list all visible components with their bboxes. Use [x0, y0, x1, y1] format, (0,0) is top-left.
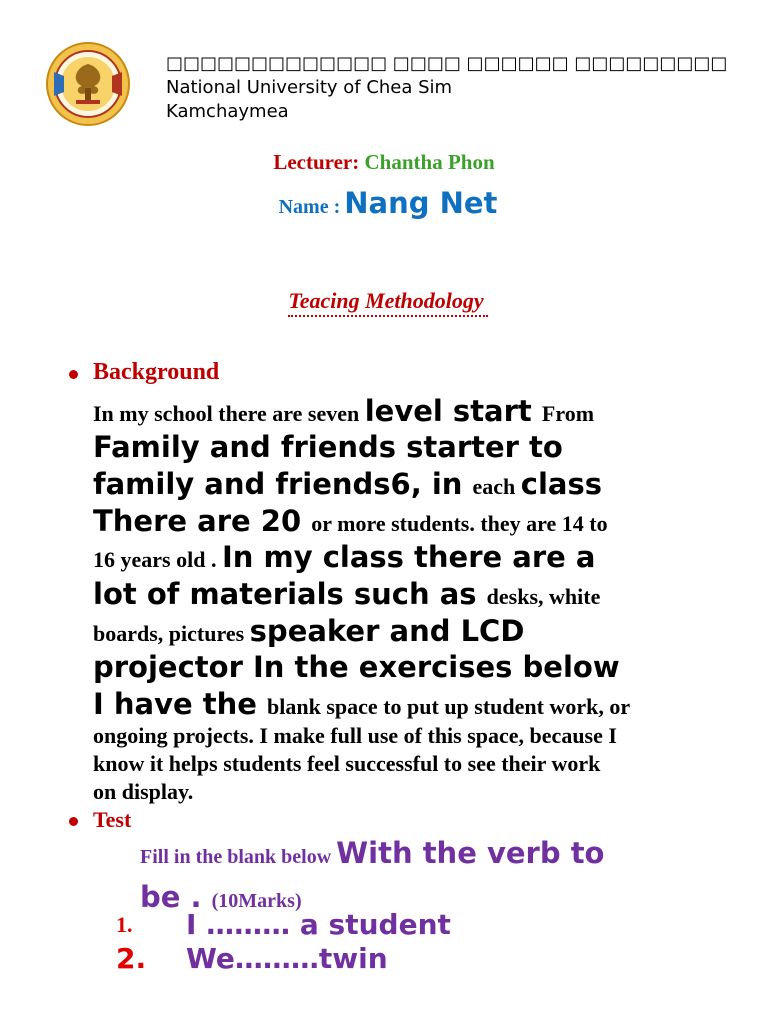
- text-run: boards, pictures: [93, 621, 250, 646]
- large-text-run: family and friends6, in: [93, 467, 473, 501]
- paragraph-line: [93, 750, 600, 781]
- text-run: In my school there are seven: [93, 401, 365, 426]
- large-text-run: level start: [364, 394, 542, 428]
- large-text-run: I have the: [93, 687, 268, 721]
- text-run: or more students. they are 14 to: [311, 511, 608, 536]
- text-run: on display.: [93, 779, 194, 804]
- test-item: [116, 907, 451, 943]
- paragraph-line: [93, 778, 193, 809]
- student-name-label: Name :: [278, 196, 341, 218]
- instruction-part1: Fill in the blank below: [140, 846, 337, 868]
- text-run: 16 years old .: [93, 547, 222, 572]
- test-item-number: 1.: [116, 912, 133, 937]
- text-run: each: [472, 474, 521, 499]
- test-item-number: 2.: [116, 942, 147, 975]
- lecturer-name: Chantha Phon: [364, 150, 495, 174]
- text-run: blank space to put up student work, or: [267, 694, 631, 719]
- test-item-text: We………twin: [186, 942, 388, 975]
- test-item: [116, 940, 388, 978]
- text-run: ongoing projects. I make full use of this space, because I: [93, 723, 617, 748]
- document-title: [0, 288, 768, 314]
- instruction-part3: be .: [140, 880, 212, 914]
- large-text-run: In my class there are a: [221, 540, 596, 574]
- test-item-text: I ……… a student: [186, 908, 451, 941]
- instruction-part2: With the verb to: [336, 836, 605, 870]
- instruction-marks: (10Marks): [211, 890, 302, 912]
- background-heading: Background: [93, 359, 220, 385]
- paragraph-line: [93, 722, 617, 753]
- bullet-icon: [69, 817, 78, 826]
- lecturer-line: [0, 150, 768, 175]
- university-name-english-line2: Kamchaymea: [166, 101, 289, 122]
- large-text-run: Family and friends starter to: [93, 430, 563, 464]
- document-title-text: Teacing Methodology: [288, 288, 487, 317]
- large-text-run: There are 20: [93, 504, 312, 538]
- text-run: desks, white: [486, 584, 601, 609]
- test-heading: Test: [93, 807, 132, 832]
- university-logo: [44, 42, 132, 126]
- student-name-line: [0, 186, 768, 220]
- text-run: know it helps students feel successful to see their work: [93, 751, 601, 776]
- university-name-khmer: □□□□□□□□□□□□□ □□□□ □□□□□□ □□□□□□□□□: [166, 53, 728, 74]
- large-text-run: projector In the exercises below: [93, 650, 620, 684]
- university-name-block: [166, 52, 727, 124]
- text-run: From: [541, 401, 595, 426]
- bullet-icon: [69, 370, 78, 379]
- student-name: Nang Net: [344, 186, 498, 220]
- large-text-run: lot of materials such as: [93, 577, 487, 611]
- large-text-run: class: [520, 467, 603, 501]
- university-name-english-line1: National University of Chea Sim: [166, 77, 453, 98]
- lecturer-label: Lecturer:: [273, 150, 360, 174]
- large-text-run: speaker and LCD: [249, 614, 525, 648]
